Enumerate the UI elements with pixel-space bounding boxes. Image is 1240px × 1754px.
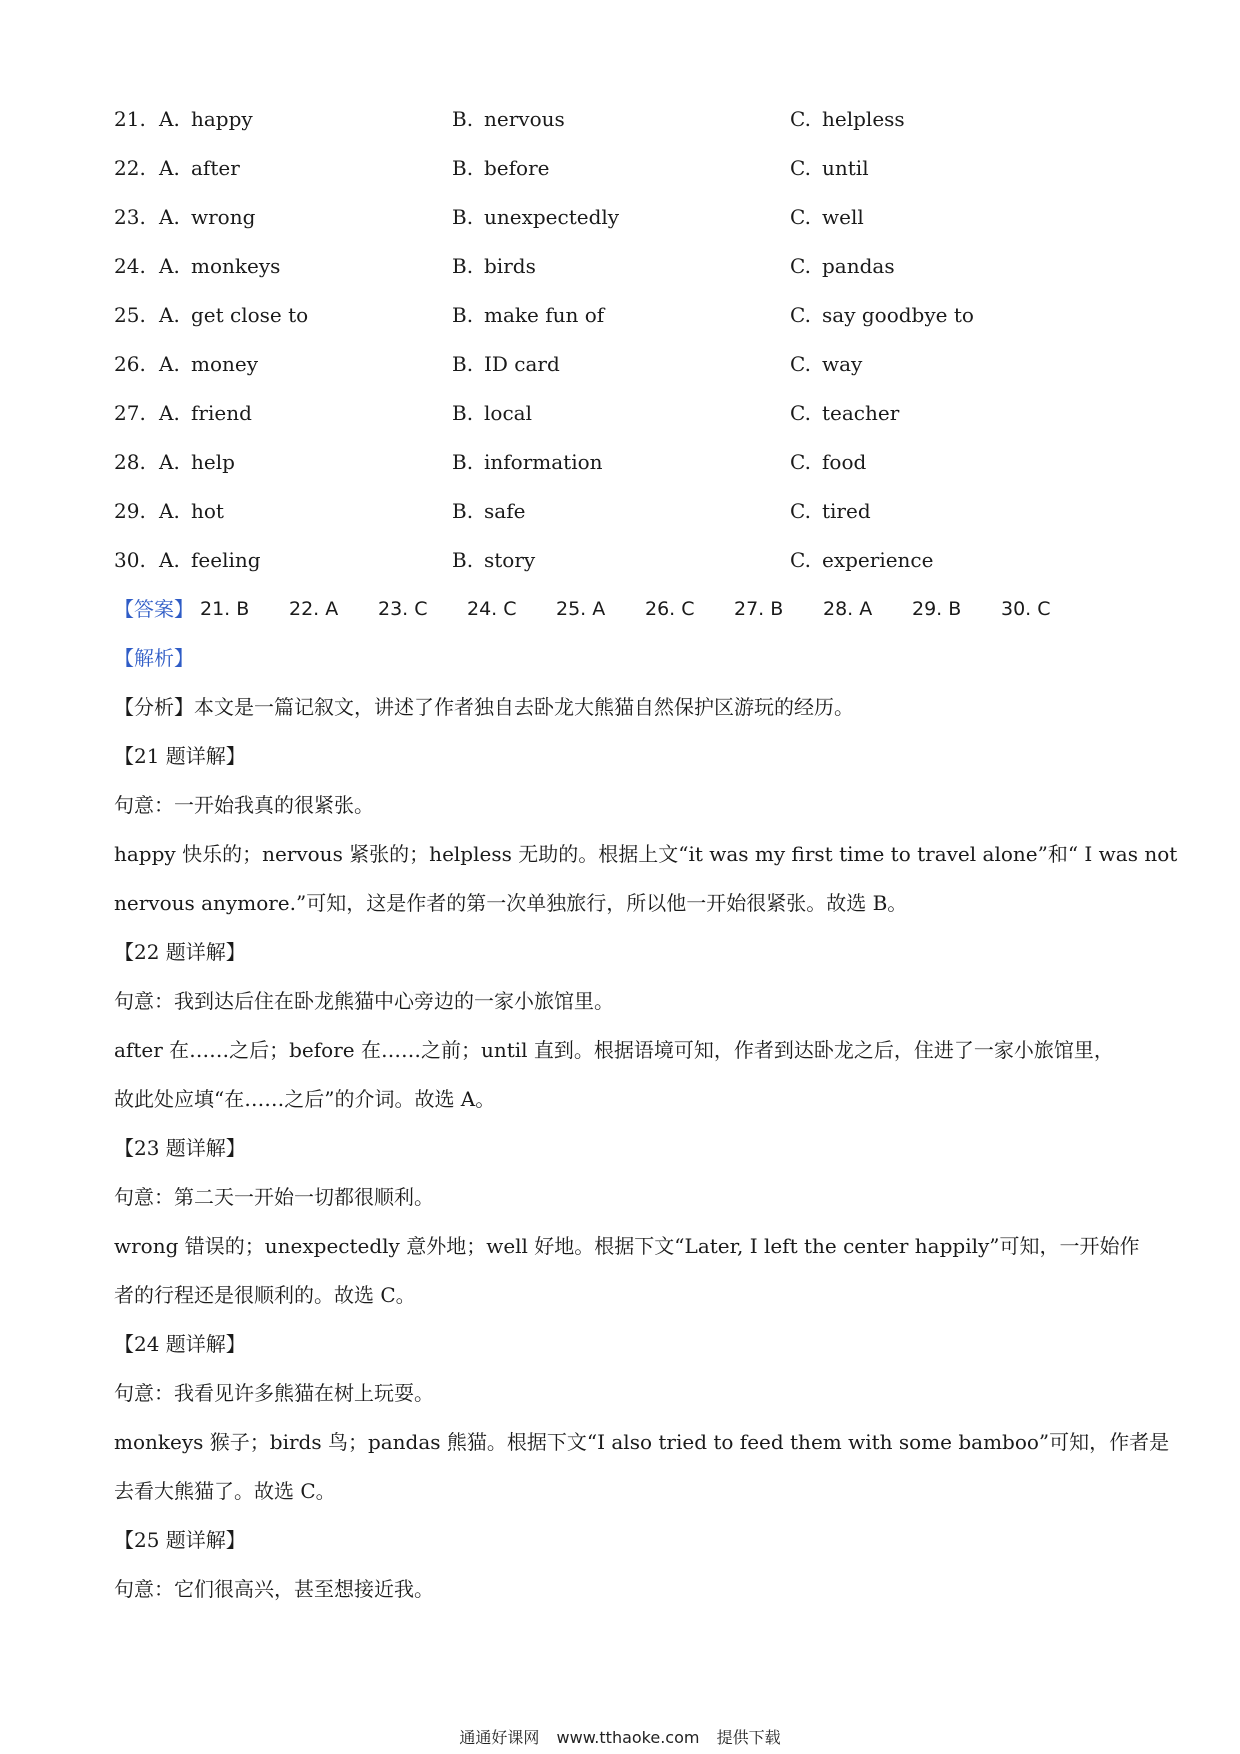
sentence-meaning: 句意：一开始我真的很紧张。 — [114, 793, 374, 817]
option-c: C. until — [790, 156, 869, 180]
question-number: 29. — [114, 499, 146, 523]
option-b: B. local — [452, 401, 532, 425]
question-number: 23. — [114, 205, 146, 229]
explanation-line: happy 快乐的；nervous 紧张的；helpless 无助的。根据上文“it was my first time to travel alone”和“ I was not — [114, 842, 1178, 866]
section-heading: 【21 题详解】 — [114, 744, 246, 768]
question-row — [114, 346, 1124, 382]
sentence-meaning: 句意：我看见许多熊猫在树上玩耍。 — [114, 1381, 434, 1405]
answer-key — [114, 591, 1124, 627]
question-number: 25. — [114, 303, 146, 327]
option-c: C. pandas — [790, 254, 895, 278]
explanation-line: wrong 错误的；unexpectedly 意外地；well 好地。根据下文“Later, I left the center happily”可知，一开始作 — [114, 1234, 1140, 1258]
answer-item: 24. C — [467, 598, 517, 620]
question-number: 26. — [114, 352, 146, 376]
option-a: A. wrong — [159, 205, 256, 229]
option-c: C. teacher — [790, 401, 900, 425]
explanation-line: 者的行程还是很顺利的。故选 C。 — [114, 1283, 416, 1307]
explanation-line: 去看大熊猫了。故选 C。 — [114, 1479, 336, 1503]
sentence-meaning: 句意：它们很高兴，甚至想接近我。 — [114, 1577, 434, 1601]
question-row — [114, 493, 1124, 529]
option-c: C. food — [790, 450, 867, 474]
question-row — [114, 297, 1124, 333]
question-row — [114, 150, 1124, 186]
question-number: 27. — [114, 401, 146, 425]
answer-item: 26. C — [645, 598, 695, 620]
option-a: A. monkeys — [159, 254, 281, 278]
option-c: C. tired — [790, 499, 871, 523]
question-number: 24. — [114, 254, 146, 278]
section-heading: 【22 题详解】 — [114, 940, 246, 964]
footer-url[interactable]: www.tthaoke.com — [556, 1728, 700, 1747]
option-b: B. before — [452, 156, 550, 180]
option-b: B. ID card — [452, 352, 560, 376]
option-b: B. nervous — [452, 107, 565, 131]
sentence-meaning: 句意：第二天一开始一切都很顺利。 — [114, 1185, 434, 1209]
option-a: A. happy — [159, 107, 253, 131]
option-c: C. say goodbye to — [790, 303, 974, 327]
option-c: C. helpless — [790, 107, 905, 131]
question-row — [114, 444, 1124, 480]
sentence-meaning: 句意：我到达后住在卧龙熊猫中心旁边的一家小旅馆里。 — [114, 989, 614, 1013]
answer-item: 27. B — [734, 598, 784, 620]
question-row — [114, 101, 1124, 137]
answer-item: 30. C — [1001, 598, 1051, 620]
option-a: A. after — [159, 156, 240, 180]
option-c: C. experience — [790, 548, 934, 572]
option-a: A. feeling — [159, 548, 261, 572]
answer-label: 【答案】 — [114, 597, 194, 621]
answer-item: 22. A — [289, 598, 339, 620]
option-b: B. make fun of — [452, 303, 605, 327]
page-footer — [0, 1725, 1240, 1748]
explanation-line: 故此处应填“在……之后”的介词。故选 A。 — [114, 1087, 496, 1111]
question-row — [114, 248, 1124, 284]
answer-item: 23. C — [378, 598, 428, 620]
option-a: A. get close to — [159, 303, 309, 327]
option-a: A. hot — [159, 499, 224, 523]
question-number: 22. — [114, 156, 146, 180]
option-a: A. help — [159, 450, 235, 474]
question-row — [114, 199, 1124, 235]
option-a: A. friend — [159, 401, 252, 425]
option-b: B. safe — [452, 499, 526, 523]
answer-item: 21. B — [200, 598, 250, 620]
question-number: 30. — [114, 548, 146, 572]
question-row — [114, 542, 1124, 578]
section-heading: 【23 题详解】 — [114, 1136, 246, 1160]
option-c: C. way — [790, 352, 863, 376]
question-number: 28. — [114, 450, 146, 474]
footer-download-text: 提供下载 — [716, 1728, 781, 1747]
explanation-line: nervous anymore.”可知，这是作者的第一次单独旅行，所以他一开始很紧张。故选 B。 — [114, 891, 908, 915]
answer-item: 28. A — [823, 598, 873, 620]
option-b: B. story — [452, 548, 536, 572]
section-heading: 【25 题详解】 — [114, 1528, 246, 1552]
section-heading: 【24 题详解】 — [114, 1332, 246, 1356]
explanation-line: monkeys 猴子；birds 鸟；pandas 熊猫。根据下文“I also tried to feed them with some bamboo”可知，作者是 — [114, 1430, 1170, 1454]
option-b: B. information — [452, 450, 603, 474]
option-a: A. money — [159, 352, 259, 376]
answer-item: 29. B — [912, 598, 962, 620]
answer-item: 25. A — [556, 598, 606, 620]
option-c: C. well — [790, 205, 864, 229]
analysis-label: 【解析】 — [114, 646, 194, 670]
footer-site-name: 通通好课网 — [459, 1728, 540, 1747]
explanation-line: after 在……之后；before 在……之前；until 直到。根据语境可知，作者到达卧龙之后，住进了一家小旅馆里， — [114, 1038, 1114, 1062]
question-number: 21. — [114, 107, 146, 131]
question-row — [114, 395, 1124, 431]
option-b: B. birds — [452, 254, 536, 278]
option-b: B. unexpectedly — [452, 205, 620, 229]
analysis-summary: 【分析】本文是一篇记叙文，讲述了作者独自去卧龙大熊猫自然保护区游玩的经历。 — [114, 695, 854, 719]
